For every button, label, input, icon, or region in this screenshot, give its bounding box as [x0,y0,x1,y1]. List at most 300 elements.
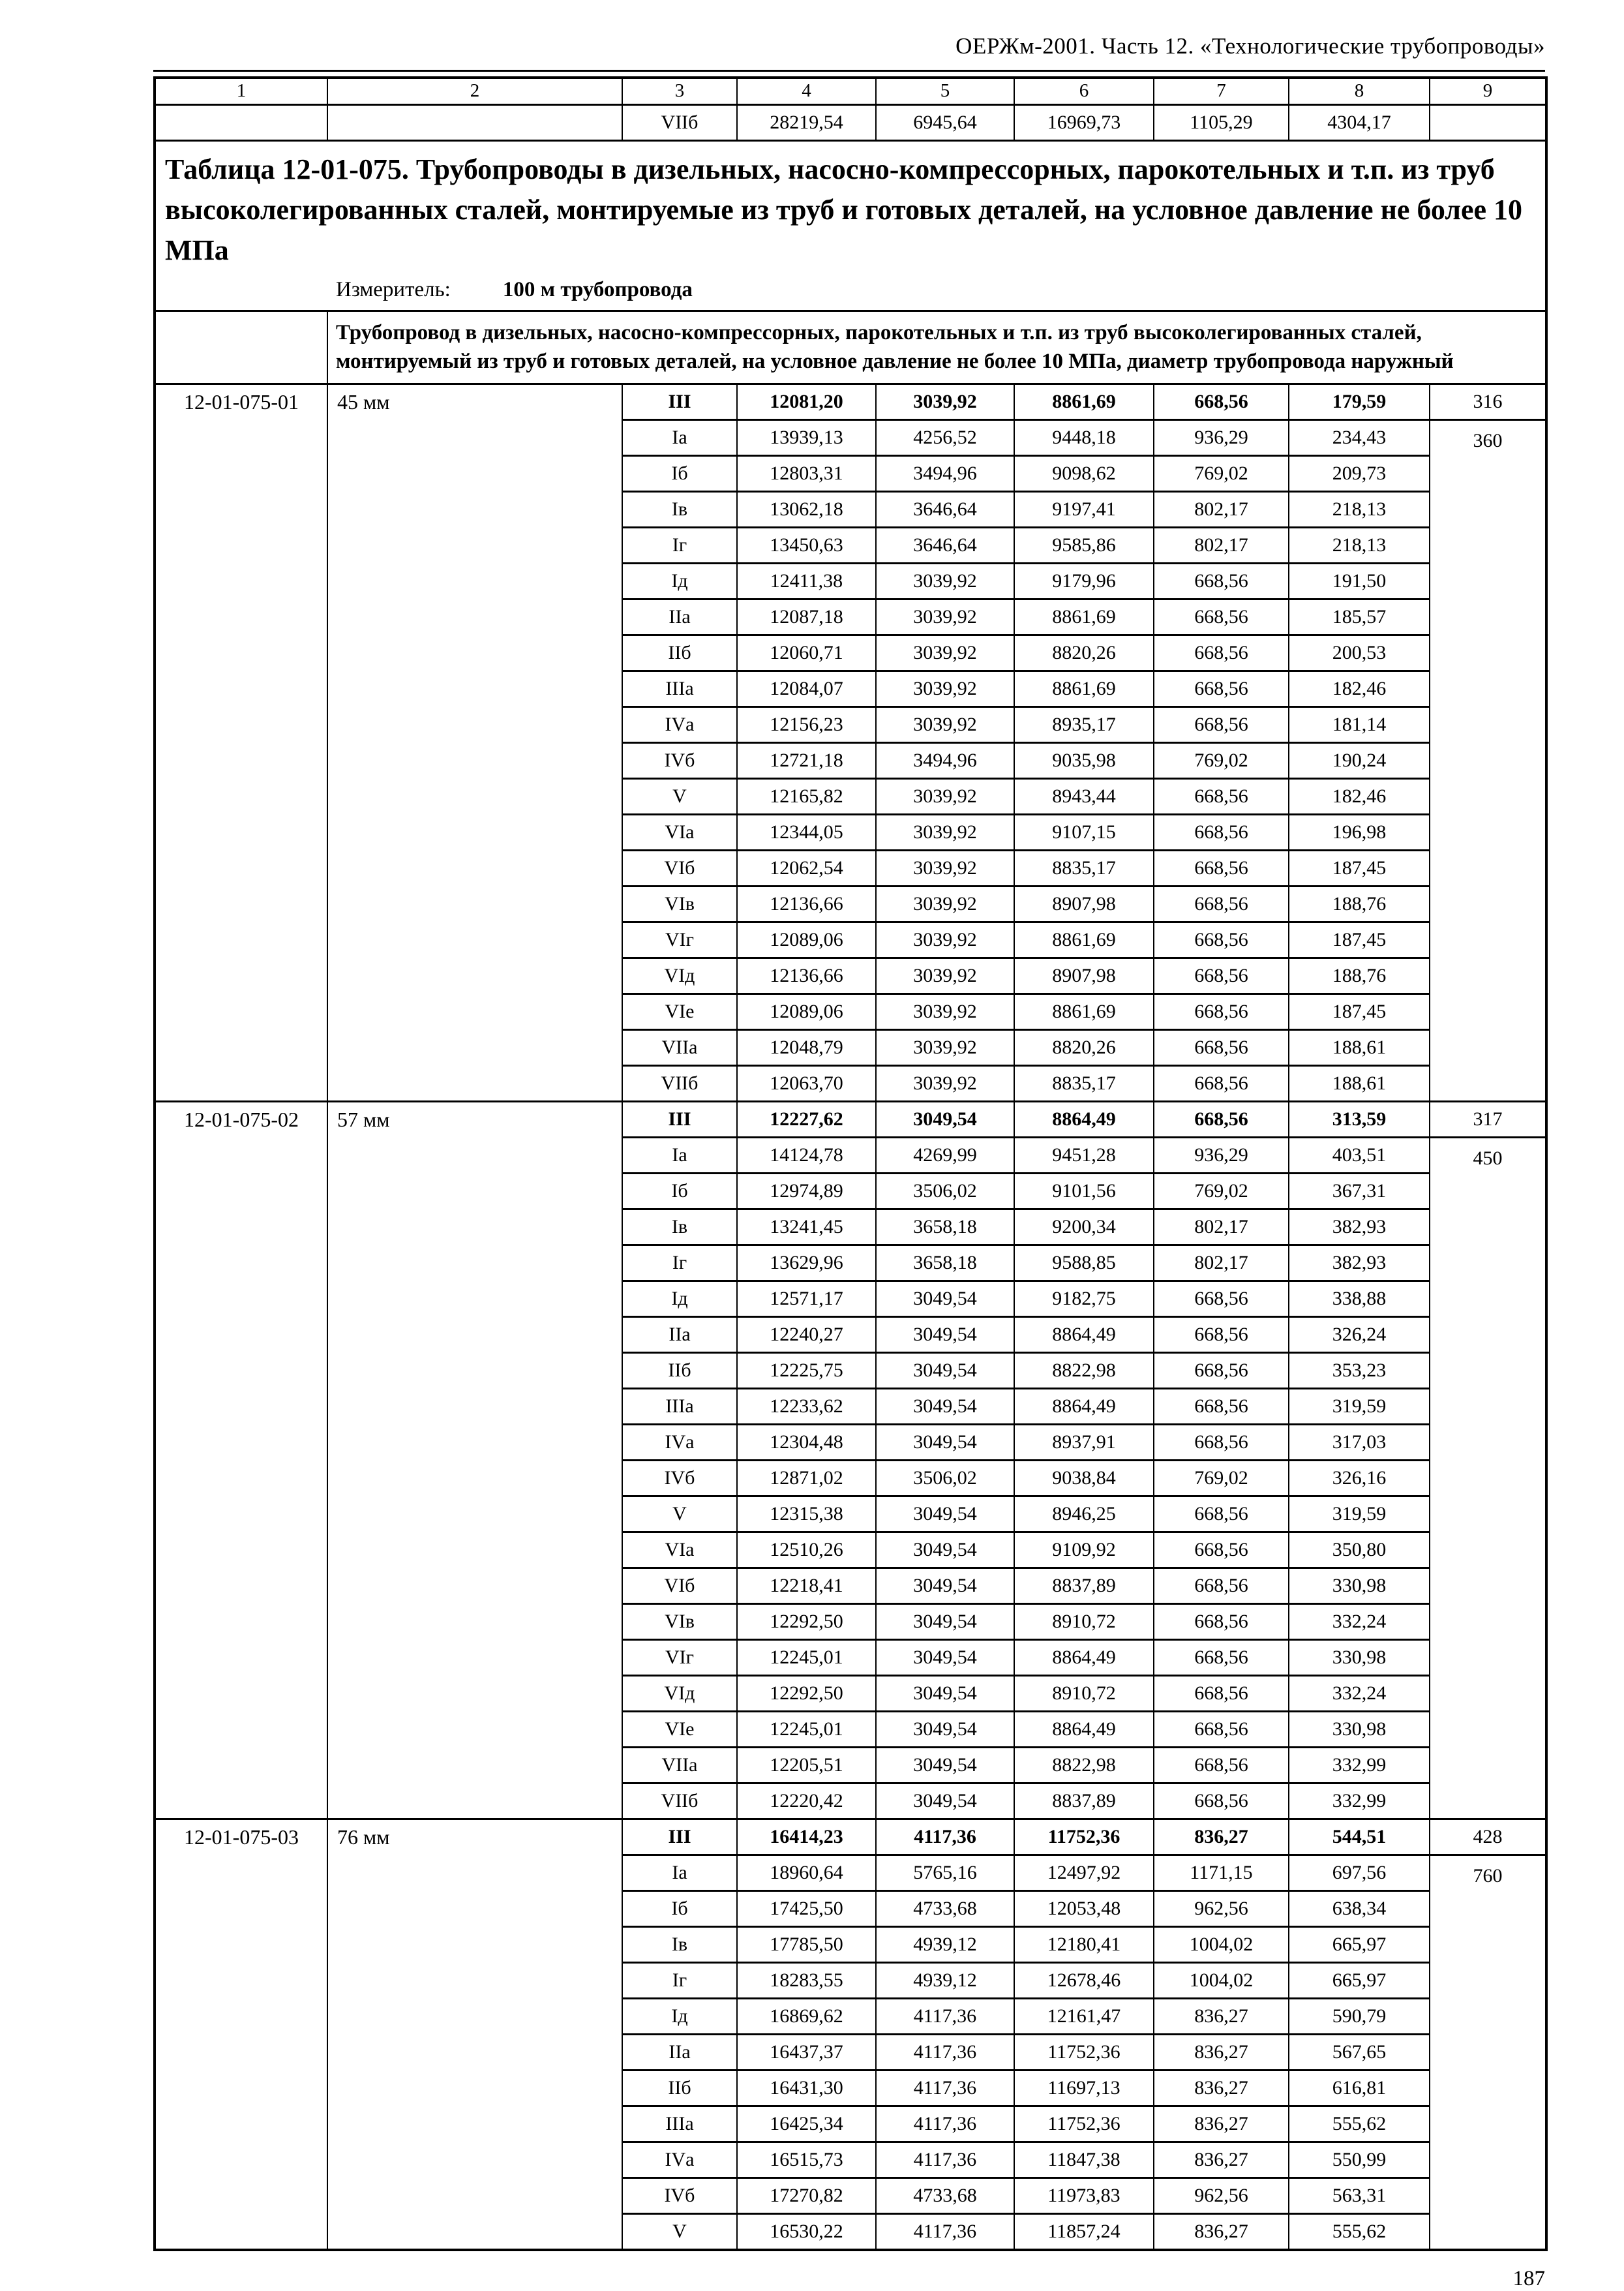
col9-value: 760 [1430,1855,1546,2251]
row-label: IIа [622,1317,737,1353]
section-size: 76 мм [327,1819,622,2251]
rate-value: 11857,24 [1014,2214,1154,2251]
rate-value: 668,56 [1154,1712,1289,1748]
row-label: Iд [622,1999,737,2035]
rate-value: 3494,96 [876,456,1014,492]
carryover-value: 1105,29 [1154,104,1289,140]
rate-value: 16869,62 [737,1999,876,2035]
rate-value: 3039,92 [876,1030,1014,1066]
rate-value: 668,56 [1154,599,1289,635]
rate-value: 13062,18 [737,492,876,528]
rate-value: 12245,01 [737,1712,876,1748]
column-number: 8 [1289,78,1430,105]
rate-value: 12165,82 [737,779,876,815]
rate-value: 12233,62 [737,1389,876,1425]
rate-value: 185,57 [1289,599,1430,635]
rate-value: 668,56 [1154,958,1289,994]
rate-value: 12571,17 [737,1281,876,1317]
rate-value: 12063,70 [737,1066,876,1102]
rate-value: 4269,99 [876,1138,1014,1174]
rate-value: 16431,30 [737,2071,876,2106]
rate-value: 3039,92 [876,635,1014,671]
page-content [153,0,1545,2291]
rate-value: 668,56 [1154,1353,1289,1389]
rate-value: 5765,16 [876,1855,1014,1891]
rate-value: 16530,22 [737,2214,876,2251]
rate-value: 836,27 [1154,2214,1289,2251]
rate-value: 332,99 [1289,1748,1430,1783]
rate-value: 12344,05 [737,815,876,851]
rate-value: 12721,18 [737,743,876,779]
rate-value: 638,34 [1289,1891,1430,1927]
rate-value: 12060,71 [737,635,876,671]
row-label: VIб [622,851,737,887]
rate-value: 12803,31 [737,456,876,492]
rate-value: 3039,92 [876,815,1014,851]
carryover-value: 4304,17 [1289,104,1430,140]
rate-value: 3049,54 [876,1281,1014,1317]
rate-value: 8837,89 [1014,1783,1154,1819]
rate-value: 8861,69 [1014,384,1154,420]
rate-value: 12974,89 [737,1174,876,1209]
rate-value: 9197,41 [1014,492,1154,528]
table-row [155,384,1546,420]
rate-value: 319,59 [1289,1496,1430,1532]
rate-value: 188,76 [1289,958,1430,994]
rate-value: 218,13 [1289,492,1430,528]
rate-value: 665,97 [1289,1963,1430,1999]
rate-value: 3049,54 [876,1712,1014,1748]
rate-value: 12245,01 [737,1640,876,1676]
rate-value: 4117,36 [876,1999,1014,2035]
rate-value: 836,27 [1154,2106,1289,2142]
rate-value: 668,56 [1154,671,1289,707]
description-empty-cell [155,311,327,384]
rate-value: 12227,62 [737,1102,876,1138]
rate-value: 3506,02 [876,1174,1014,1209]
rate-value: 8910,72 [1014,1604,1154,1640]
rate-value: 8835,17 [1014,851,1154,887]
rate-value: 187,45 [1289,994,1430,1030]
rate-value: 16414,23 [737,1819,876,1855]
rate-value: 403,51 [1289,1138,1430,1174]
rate-value: 3049,54 [876,1353,1014,1389]
row-label: VIе [622,1712,737,1748]
column-number: 6 [1014,78,1154,105]
rate-value: 3039,92 [876,887,1014,922]
rate-value: 3049,54 [876,1568,1014,1604]
rate-value: 3658,18 [876,1245,1014,1281]
row-label: V [622,1496,737,1532]
rate-value: 769,02 [1154,1461,1289,1496]
rate-value: 3039,92 [876,599,1014,635]
rate-value: 12156,23 [737,707,876,743]
rate-value: 317,03 [1289,1425,1430,1461]
rate-value: 802,17 [1154,1245,1289,1281]
rate-value: 802,17 [1154,1209,1289,1245]
rate-value: 3494,96 [876,743,1014,779]
rate-value: 9588,85 [1014,1245,1154,1281]
rate-value: 8861,69 [1014,671,1154,707]
rate-value: 12220,42 [737,1783,876,1819]
rate-value: 12089,06 [737,994,876,1030]
rate-value: 382,93 [1289,1209,1430,1245]
rate-value: 11752,36 [1014,2106,1154,2142]
section-code: 12-01-075-03 [155,1819,327,2251]
rate-value: 555,62 [1289,2214,1430,2251]
row-label: IIIа [622,1389,737,1425]
rate-value: 4939,12 [876,1927,1014,1963]
rate-value: 4117,36 [876,2106,1014,2142]
rate-value: 3039,92 [876,707,1014,743]
rate-value: 936,29 [1154,1138,1289,1174]
rate-value: 3049,54 [876,1102,1014,1138]
rate-value: 8946,25 [1014,1496,1154,1532]
rate-value: 12161,47 [1014,1999,1154,2035]
rate-value: 12411,38 [737,564,876,599]
rate-value: 182,46 [1289,779,1430,815]
rate-value: 8820,26 [1014,1030,1154,1066]
rate-value: 234,43 [1289,420,1430,456]
row-label: VIв [622,887,737,922]
rate-value: 382,93 [1289,1245,1430,1281]
rate-value: 8937,91 [1014,1425,1154,1461]
rate-value: 4733,68 [876,1891,1014,1927]
rate-value: 544,51 [1289,1819,1430,1855]
rate-value: 668,56 [1154,887,1289,922]
rate-value: 12180,41 [1014,1927,1154,1963]
rate-value: 326,16 [1289,1461,1430,1496]
rate-value: 668,56 [1154,1066,1289,1102]
row-label: VIа [622,1532,737,1568]
rate-value: 12053,48 [1014,1891,1154,1927]
row-label: IVа [622,707,737,743]
rate-value: 12315,38 [737,1496,876,1532]
column-number: 2 [327,78,622,105]
rate-value: 936,29 [1154,420,1289,456]
row-label: Iа [622,1855,737,1891]
rate-value: 668,56 [1154,1748,1289,1783]
rate-value: 668,56 [1154,1496,1289,1532]
rate-value: 218,13 [1289,528,1430,564]
title-row [155,140,1546,311]
rate-value: 330,98 [1289,1568,1430,1604]
rate-value: 668,56 [1154,1676,1289,1712]
rate-value: 3039,92 [876,564,1014,599]
rate-value: 9035,98 [1014,743,1154,779]
carryover-row [155,104,1546,140]
rate-value: 668,56 [1154,1640,1289,1676]
row-label: III [622,384,737,420]
row-label: IVб [622,743,737,779]
rate-value: 9101,56 [1014,1174,1154,1209]
rate-value: 12292,50 [737,1676,876,1712]
rate-value: 836,27 [1154,1999,1289,2035]
row-label: VIг [622,1640,737,1676]
rate-value: 668,56 [1154,1102,1289,1138]
rate-value: 668,56 [1154,851,1289,887]
rate-value: 769,02 [1154,1174,1289,1209]
section-size: 57 мм [327,1102,622,1819]
rate-value: 836,27 [1154,2035,1289,2071]
rate-value: 187,45 [1289,922,1430,958]
rate-value: 3039,92 [876,671,1014,707]
rate-value: 668,56 [1154,1281,1289,1317]
rate-value: 4117,36 [876,2142,1014,2178]
rate-value: 3049,54 [876,1317,1014,1353]
rate-value: 4256,52 [876,420,1014,456]
row-label: III [622,1102,737,1138]
measure-label: Измеритель: [336,277,451,301]
rate-value: 668,56 [1154,1317,1289,1353]
rate-value: 13241,45 [737,1209,876,1245]
rate-value: 3049,54 [876,1640,1014,1676]
rate-value: 11752,36 [1014,1819,1154,1855]
row-label: IIб [622,2071,737,2106]
rate-value: 16515,73 [737,2142,876,2178]
rate-value: 17425,50 [737,1891,876,1927]
rate-value: 191,50 [1289,564,1430,599]
row-label: Iг [622,528,737,564]
col9-value: 317 [1430,1102,1546,1138]
rate-value: 12678,46 [1014,1963,1154,1999]
rate-value: 3049,54 [876,1425,1014,1461]
rate-value: 8861,69 [1014,599,1154,635]
rate-value: 12218,41 [737,1568,876,1604]
rate-value: 12089,06 [737,922,876,958]
rate-value: 3646,64 [876,528,1014,564]
rate-value: 802,17 [1154,492,1289,528]
rate-value: 12136,66 [737,958,876,994]
row-label: VIIб [622,1783,737,1819]
row-label: V [622,2214,737,2251]
table-row [155,1819,1546,1855]
page-header: ОЕРЖм-2001. Часть 12. «Технологические трубопроводы» [955,33,1545,59]
rate-value: 836,27 [1154,2071,1289,2106]
rate-value: 9585,86 [1014,528,1154,564]
rate-value: 668,56 [1154,1783,1289,1819]
section-code: 12-01-075-01 [155,384,327,1102]
header-divider [153,70,1545,72]
rate-value: 3049,54 [876,1496,1014,1532]
rate-value: 668,56 [1154,1030,1289,1066]
rate-value: 3658,18 [876,1209,1014,1245]
rate-value: 9179,96 [1014,564,1154,599]
row-label: IIб [622,1353,737,1389]
rate-value: 962,56 [1154,1891,1289,1927]
rate-value: 332,24 [1289,1676,1430,1712]
row-label: IIIа [622,2106,737,2142]
measure-value: 100 м трубопровода [502,277,693,301]
rate-value: 13450,63 [737,528,876,564]
rate-value: 668,56 [1154,384,1289,420]
rate-value: 12087,18 [737,599,876,635]
carryover-value: 6945,64 [876,104,1014,140]
rate-value: 3039,92 [876,994,1014,1030]
row-label: VIд [622,958,737,994]
rate-value: 962,56 [1154,2178,1289,2214]
rate-value: 332,99 [1289,1783,1430,1819]
row-label: IVа [622,2142,737,2178]
rate-value: 3039,92 [876,851,1014,887]
rate-value: 17785,50 [737,1927,876,1963]
rate-value: 616,81 [1289,2071,1430,2106]
rate-value: 668,56 [1154,815,1289,851]
rate-value: 16437,37 [737,2035,876,2071]
rate-value: 697,56 [1289,1855,1430,1891]
table-row [155,1102,1546,1138]
rate-value: 14124,78 [737,1138,876,1174]
rate-value: 668,56 [1154,1389,1289,1425]
measure-line [165,278,1536,302]
column-number: 4 [737,78,876,105]
rate-value: 179,59 [1289,384,1430,420]
rate-value: 4117,36 [876,2071,1014,2106]
rate-value: 12048,79 [737,1030,876,1066]
carryover-value: 16969,73 [1014,104,1154,140]
rate-value: 8907,98 [1014,887,1154,922]
carryover-empty-cell [327,104,622,140]
rate-value: 4117,36 [876,2035,1014,2071]
description-row [155,311,1546,384]
rate-value: 802,17 [1154,528,1289,564]
rate-value: 668,56 [1154,1532,1289,1568]
rate-value: 350,80 [1289,1532,1430,1568]
row-label: VIв [622,1604,737,1640]
row-label: VIа [622,815,737,851]
rate-value: 9038,84 [1014,1461,1154,1496]
rate-value: 8864,49 [1014,1102,1154,1138]
carryover-empty-cell [155,104,327,140]
rate-value: 209,73 [1289,456,1430,492]
rate-value: 330,98 [1289,1712,1430,1748]
row-label: Iб [622,1891,737,1927]
rate-value: 12225,75 [737,1353,876,1389]
rate-value: 3049,54 [876,1748,1014,1783]
rate-value: 11752,36 [1014,2035,1154,2071]
rate-value: 187,45 [1289,851,1430,887]
row-label: Iб [622,456,737,492]
rate-value: 668,56 [1154,635,1289,671]
rate-value: 367,31 [1289,1174,1430,1209]
rate-value: 8864,49 [1014,1712,1154,1748]
carryover-label: VIIб [622,104,737,140]
row-label: IVб [622,2178,737,2214]
row-label: VIб [622,1568,737,1604]
table-data-rows [155,384,1546,2251]
rate-value: 668,56 [1154,1604,1289,1640]
rate-value: 668,56 [1154,1568,1289,1604]
row-label: VIIа [622,1748,737,1783]
rate-value: 3646,64 [876,492,1014,528]
carryover-empty-cell [1430,104,1546,140]
rate-value: 319,59 [1289,1389,1430,1425]
rate-value: 12084,07 [737,671,876,707]
row-label: Iг [622,1245,737,1281]
rate-value: 9200,34 [1014,1209,1154,1245]
rate-value: 11847,38 [1014,2142,1154,2178]
rate-value: 313,59 [1289,1102,1430,1138]
rate-value: 12240,27 [737,1317,876,1353]
row-label: VIIб [622,1066,737,1102]
rate-value: 9451,28 [1014,1138,1154,1174]
row-label: Iв [622,1927,737,1963]
col9-value: 428 [1430,1819,1546,1855]
rate-value: 188,61 [1289,1030,1430,1066]
rate-value: 3049,54 [876,1389,1014,1425]
rate-value: 9107,15 [1014,815,1154,851]
rate-value: 16425,34 [737,2106,876,2142]
rate-value: 338,88 [1289,1281,1430,1317]
rate-value: 8837,89 [1014,1568,1154,1604]
row-label: Iв [622,1209,737,1245]
rate-value: 196,98 [1289,815,1430,851]
rate-value: 3049,54 [876,1676,1014,1712]
rate-value: 769,02 [1154,743,1289,779]
column-number: 5 [876,78,1014,105]
rate-value: 668,56 [1154,994,1289,1030]
rate-value: 668,56 [1154,1425,1289,1461]
row-label: Iа [622,1138,737,1174]
rate-value: 4117,36 [876,2214,1014,2251]
rate-value: 8861,69 [1014,994,1154,1030]
rate-value: 3039,92 [876,958,1014,994]
rate-value: 12136,66 [737,887,876,922]
carryover-value: 28219,54 [737,104,876,140]
row-label: V [622,779,737,815]
rate-value: 12062,54 [737,851,876,887]
row-label: Iв [622,492,737,528]
table-head-rows [155,78,1546,384]
col9-value: 316 [1430,384,1546,420]
rate-value: 668,56 [1154,707,1289,743]
rate-value: 665,97 [1289,1927,1430,1963]
rate-value: 9098,62 [1014,456,1154,492]
rate-value: 8835,17 [1014,1066,1154,1102]
rate-value: 332,24 [1289,1604,1430,1640]
rate-value: 3049,54 [876,1783,1014,1819]
col9-value: 450 [1430,1138,1546,1819]
rate-value: 18960,64 [737,1855,876,1891]
rate-value: 200,53 [1289,635,1430,671]
rate-value: 1171,15 [1154,1855,1289,1891]
rate-value: 8861,69 [1014,922,1154,958]
rate-value: 668,56 [1154,564,1289,599]
column-number: 3 [622,78,737,105]
rate-value: 12510,26 [737,1532,876,1568]
rate-value: 8822,98 [1014,1748,1154,1783]
page-number: 187 [1512,2267,1545,2290]
table-title: Таблица 12-01-075. Трубопроводы в дизельных, насосно-компрессорных, парокотельных и т.п. из труб высоколегированных сталей, монтируемые из труб и готовых деталей, на условное давление не более 10 МПа [165,153,1523,267]
rate-value: 8864,49 [1014,1640,1154,1676]
rate-value: 9109,92 [1014,1532,1154,1568]
rate-value: 188,61 [1289,1066,1430,1102]
rate-value: 3039,92 [876,1066,1014,1102]
rate-value: 836,27 [1154,1819,1289,1855]
rate-value: 3039,92 [876,779,1014,815]
rate-value: 9182,75 [1014,1281,1154,1317]
rate-value: 190,24 [1289,743,1430,779]
column-number: 1 [155,78,327,105]
rate-value: 3039,92 [876,922,1014,958]
row-label: Iд [622,564,737,599]
rate-value: 11697,13 [1014,2071,1154,2106]
rate-value: 353,23 [1289,1353,1430,1389]
rate-value: 8820,26 [1014,635,1154,671]
rate-value: 17270,82 [737,2178,876,2214]
row-label: IIа [622,2035,737,2071]
rates-table [153,76,1548,2252]
